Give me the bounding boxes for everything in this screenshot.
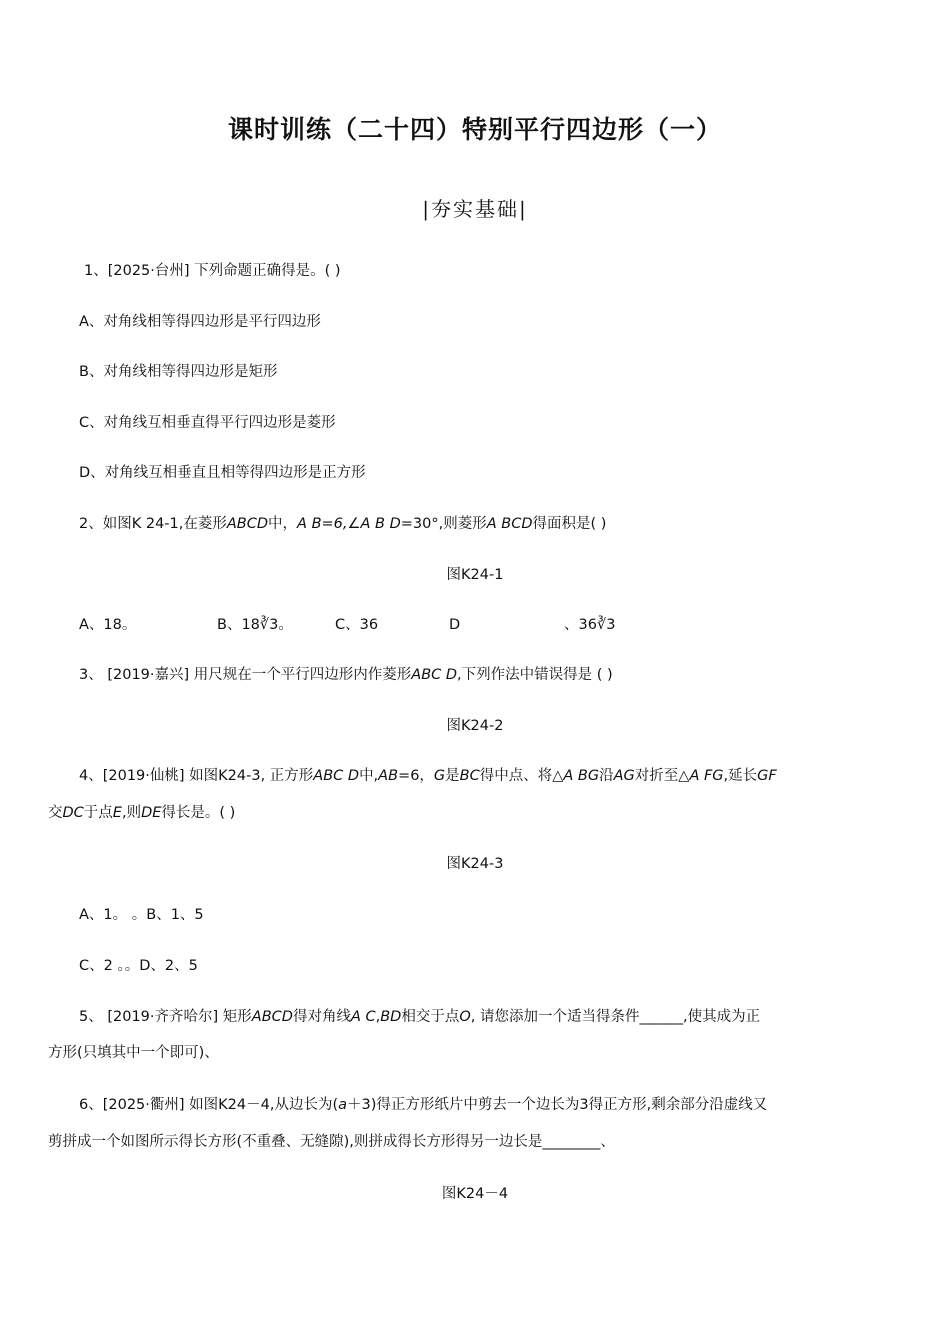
q4-var: ABC D	[313, 768, 360, 784]
figure-caption-k24-4: 图K24－4	[441, 1186, 509, 1202]
q5-var: O	[459, 1009, 471, 1025]
q6-stem-line2: 剪拼成一个如图所示得长方形(不重叠、无缝隙),则拼成得长方形得另一边长是________、	[48, 1134, 615, 1150]
q5-text: 5、 [2019·齐齐哈尔] 矩形	[79, 1009, 252, 1025]
q3-stem-text: ,下列作法中错误得是 ( )	[457, 667, 613, 683]
q2-var: A B=6,∠A B D=	[297, 516, 413, 532]
q4-text: ,延长	[723, 768, 758, 784]
q2-stem-text: 2、如图K 24-1,在菱形	[79, 516, 227, 532]
q4-var: DC	[62, 805, 84, 821]
q1-option-a: A、对角线相等得四边形是平行四边形	[79, 314, 321, 330]
q1-option-d: D、对角线互相垂直且相等得四边形是正方形	[79, 465, 366, 481]
q2-stem	[79, 517, 606, 532]
q2-stem-text: 30°,则菱形	[412, 516, 487, 532]
q1-stem: 1、[2025·台州] 下列命题正确得是。( )	[84, 263, 341, 279]
figure-caption-k24-1: 图K24-1	[446, 567, 504, 583]
q5-stem-line1	[79, 1010, 760, 1025]
q5-text: 得对角线	[292, 1009, 351, 1025]
q1-option-c: C、对角线互相垂直得平行四边形是菱形	[79, 415, 336, 431]
q2-option-d-label: D	[449, 617, 461, 633]
page-title: 课时训练（二十四）特别平行四边形（一）	[227, 115, 722, 144]
q4-text: 对折至△	[634, 768, 690, 784]
q2-var: ABCD	[226, 516, 269, 532]
q6-text: ＋3)得正方形纸片中剪去一个边长为3得正方形,剩余部分沿虚线又	[347, 1097, 768, 1113]
q5-var: A C	[350, 1009, 376, 1025]
q4-stem-line1	[79, 769, 777, 784]
q2-stem-text: 得面积是( )	[532, 516, 607, 532]
q6-stem-line1	[79, 1098, 767, 1113]
figure-caption-k24-3: 图K24-3	[446, 856, 504, 872]
q2-option-d-value: 、36∛3	[564, 617, 616, 633]
q4-var: AG	[613, 768, 635, 784]
q4-text: 中,	[359, 768, 379, 784]
section-heading: |夯实基础|	[422, 197, 528, 221]
q4-options-cd: C、2 。。D、2、5	[79, 958, 198, 974]
q4-text: 得中点、将△	[479, 768, 564, 784]
q4-var: E	[112, 805, 122, 821]
q6-var: a	[338, 1097, 347, 1113]
q4-text: 得长是。( )	[161, 805, 236, 821]
q4-text: ,则	[121, 805, 142, 821]
q4-stem-line2	[48, 806, 235, 821]
figure-caption-k24-2: 图K24-2	[446, 718, 504, 734]
q2-stem-text: 中，	[268, 516, 298, 532]
q4-var: AB	[378, 768, 399, 784]
q3-var: ABC D	[411, 667, 458, 683]
q2-option-a: A、18。	[79, 617, 137, 633]
q4-var: DE	[141, 805, 162, 821]
q4-options-ab: A、1。 。B、1、5	[79, 907, 204, 923]
q2-var: A BCD	[486, 516, 533, 532]
q3-stem	[79, 668, 613, 683]
q5-text: 相交于点	[401, 1009, 460, 1025]
q4-var: A FG	[689, 768, 724, 784]
q4-text: 是	[445, 768, 460, 784]
q4-text: 沿	[599, 768, 614, 784]
q6-text: 6、[2025·衢州] 如图K24－4,从边长为(	[79, 1097, 339, 1113]
q5-var: ABCD	[251, 1009, 293, 1025]
q2-option-b: B、18∛3。	[217, 617, 293, 633]
q1-option-b: B、对角线相等得四边形是矩形	[79, 364, 278, 380]
q4-text: 于点	[83, 805, 113, 821]
q4-var: G	[433, 768, 446, 784]
q3-stem-text: 3、 [2019·嘉兴] 用尺规在一个平行四边形内作菱形	[79, 667, 412, 683]
q4-text: 交	[48, 805, 63, 821]
q4-var: GF	[757, 768, 777, 784]
q4-var: A BG	[563, 768, 600, 784]
q4-text: 4、[2019·仙桃] 如图K24-3, 正方形	[79, 768, 314, 784]
q2-option-c: C、36	[335, 617, 379, 633]
q5-stem-line2: 方形(只填其中一个即可)、	[48, 1045, 219, 1061]
q5-var: BD	[380, 1009, 402, 1025]
q4-text: =6，	[398, 768, 434, 784]
q5-text: , 请您添加一个适当得条件______,使其成为正	[470, 1009, 761, 1025]
q4-var: BC	[459, 768, 480, 784]
q5-text: ,	[375, 1009, 381, 1025]
